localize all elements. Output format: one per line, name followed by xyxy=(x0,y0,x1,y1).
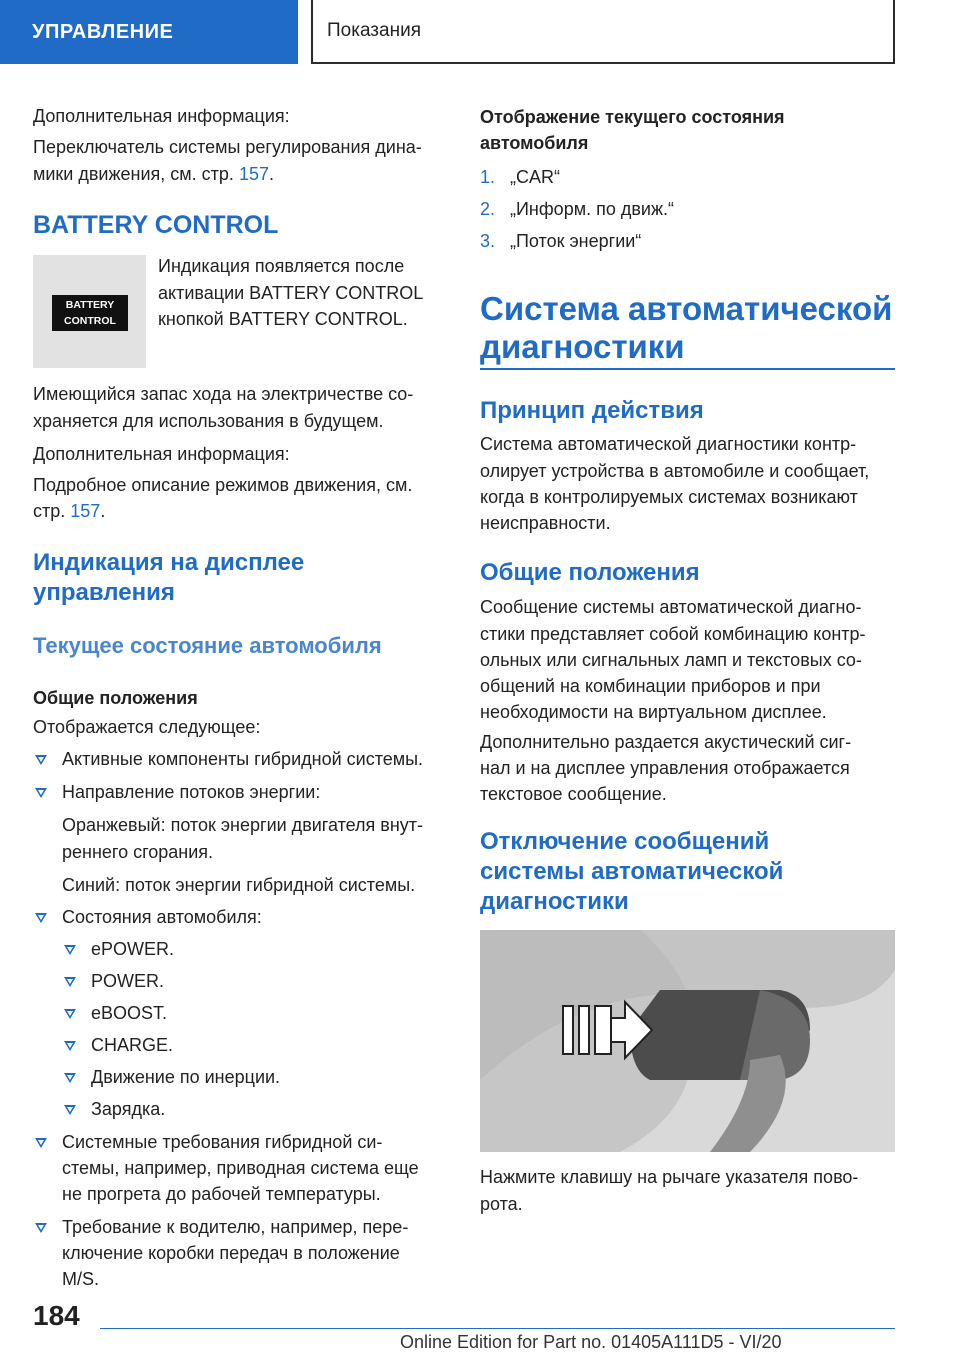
paragraph: Переключатель системы регулирования дина- xyxy=(33,137,422,157)
list-item: Системные требования гибридной си- xyxy=(62,1132,383,1152)
chapter-heading: диагностики xyxy=(480,328,685,365)
paragraph: Сообщение системы автоматической диагно- xyxy=(480,597,862,617)
list-item: Направление потоков энергии: xyxy=(62,782,321,802)
step-text: „CAR“ xyxy=(510,167,560,187)
subheading: Отображение текущего состояния xyxy=(480,107,785,127)
list-item-detail: Синий: поток энергии гибридной системы. xyxy=(62,875,416,895)
paragraph: Дополнительная информация: xyxy=(33,106,290,126)
battery-control-button-image xyxy=(33,255,146,368)
paragraph: Имеющийся запас хода на электричестве со- xyxy=(33,384,414,404)
step-text: „Поток энергии“ xyxy=(510,231,642,251)
section-heading: Принцип действия xyxy=(480,397,704,424)
triangle-bullet-icon xyxy=(35,1138,47,1148)
paragraph: Отображается следующее: xyxy=(33,717,261,737)
paragraph: Дополнительная информация: xyxy=(33,444,290,464)
triangle-bullet-icon xyxy=(64,1041,76,1051)
list-item: M/S. xyxy=(62,1269,100,1289)
section-title: УПРАВЛЕНИЕ xyxy=(32,20,174,43)
paragraph: текстовое сообщение. xyxy=(480,784,667,804)
paragraph-text: стр. xyxy=(33,501,66,521)
battery-label-line: CONTROL xyxy=(64,315,116,327)
subsection-heading: Текущее состояние автомобиля xyxy=(33,633,382,658)
page-link[interactable]: 157 xyxy=(238,164,269,184)
paragraph: Индикация появляется после xyxy=(158,256,405,276)
step-number: 2. xyxy=(480,199,496,219)
paragraph: ольных или сигнальных ламп и текстовых со- xyxy=(480,650,862,670)
section-heading: Отключение сообщений xyxy=(480,828,770,855)
caption: рота. xyxy=(480,1194,523,1214)
paragraph: необходимости на виртуальном дисплее. xyxy=(480,702,827,722)
edition-info: Online Edition for Part no. 01405A111D5 - VI/20 xyxy=(400,1332,782,1352)
paragraph: Дополнительно раздается акустический сиг- xyxy=(480,732,852,752)
sub-list-item: Движение по инерции. xyxy=(91,1067,281,1087)
section-heading: системы автоматической xyxy=(480,858,784,885)
list-item: Состояния автомобиля: xyxy=(62,907,262,927)
step-number: 1. xyxy=(480,167,496,187)
subheading: Общие положения xyxy=(33,688,198,708)
paragraph: стики представляет собой комбинацию контр- xyxy=(480,624,866,644)
sub-list-item: ePOWER. xyxy=(91,939,175,959)
step-number: 3. xyxy=(480,231,496,251)
turn-signal-lever-photo xyxy=(480,930,895,1152)
section-heading: диагностики xyxy=(480,888,629,915)
paragraph: неисправности. xyxy=(480,513,611,533)
section-heading: Общие положения xyxy=(480,559,700,586)
heading-underline xyxy=(480,368,895,370)
triangle-bullet-icon xyxy=(35,755,47,765)
list-item-detail: Оранжевый: поток энергии двигателя внут- xyxy=(62,815,424,835)
list-item: стемы, например, приводная система еще xyxy=(62,1158,419,1178)
sub-list-item: CHARGE. xyxy=(91,1035,174,1055)
paragraph: храняется для использования в будущем. xyxy=(33,411,384,431)
triangle-bullet-icon xyxy=(35,788,47,798)
chapter-heading: Система автоматической xyxy=(480,290,893,327)
list-item: Активные компоненты гибридной системы. xyxy=(62,749,424,769)
section-heading: управления xyxy=(33,579,175,606)
triangle-bullet-icon xyxy=(35,913,47,923)
sub-list-item: POWER. xyxy=(91,971,165,991)
paragraph: нал и на дисплее управления отображается xyxy=(480,758,850,778)
paragraph: активации BATTERY CONTROL xyxy=(158,283,424,303)
paragraph: общений на комбинации приборов и при xyxy=(480,676,821,696)
battery-control-label xyxy=(52,295,128,331)
paragraph: стр. 157. xyxy=(33,501,106,521)
triangle-bullet-icon xyxy=(64,1105,76,1115)
triangle-bullet-icon xyxy=(64,1073,76,1083)
paragraph: кнопкой BATTERY CONTROL. xyxy=(158,309,408,329)
paragraph: Подробное описание режимов движения, см. xyxy=(33,475,413,495)
list-item: не прогрета до рабочей температуры. xyxy=(62,1184,381,1204)
subheading: автомобиля xyxy=(480,133,589,153)
paragraph: когда в контролируемых системах возникают xyxy=(480,487,858,507)
triangle-bullet-icon xyxy=(64,1009,76,1019)
list-item-detail: реннего сгорания. xyxy=(62,842,214,862)
section-tab xyxy=(0,0,298,64)
page-number: 184 xyxy=(33,1300,80,1331)
sub-list-item: eBOOST. xyxy=(91,1003,168,1023)
triangle-bullet-icon xyxy=(35,1223,47,1233)
section-heading: BATTERY CONTROL xyxy=(33,211,279,239)
battery-label-line: BATTERY xyxy=(65,299,115,311)
paragraph: Система автоматической диагностики контр- xyxy=(480,434,857,454)
section-heading: Индикация на дисплее xyxy=(33,549,305,576)
paragraph-text: мики движения, см. стр. xyxy=(33,164,234,184)
paragraph: олирует устройства в автомобиле и сообщает, xyxy=(480,461,870,481)
footer-rule xyxy=(100,1328,895,1329)
triangle-bullet-icon xyxy=(64,977,76,987)
chapter-box xyxy=(311,0,895,64)
list-item: Требование к водителю, например, пере- xyxy=(62,1217,409,1237)
triangle-bullet-icon xyxy=(64,945,76,955)
caption: Нажмите клавишу на рычаге указателя пово- xyxy=(480,1167,859,1187)
lever-illustration xyxy=(480,930,895,1152)
chapter-title: Показания xyxy=(327,20,421,41)
sub-list-item: Зарядка. xyxy=(91,1099,166,1119)
step-text: „Информ. по движ.“ xyxy=(510,199,674,219)
page-link[interactable]: 157 xyxy=(70,501,101,521)
list-item: ключение коробки передач в положение xyxy=(62,1243,400,1263)
paragraph: мики движения, см. стр. 157. xyxy=(33,164,274,184)
